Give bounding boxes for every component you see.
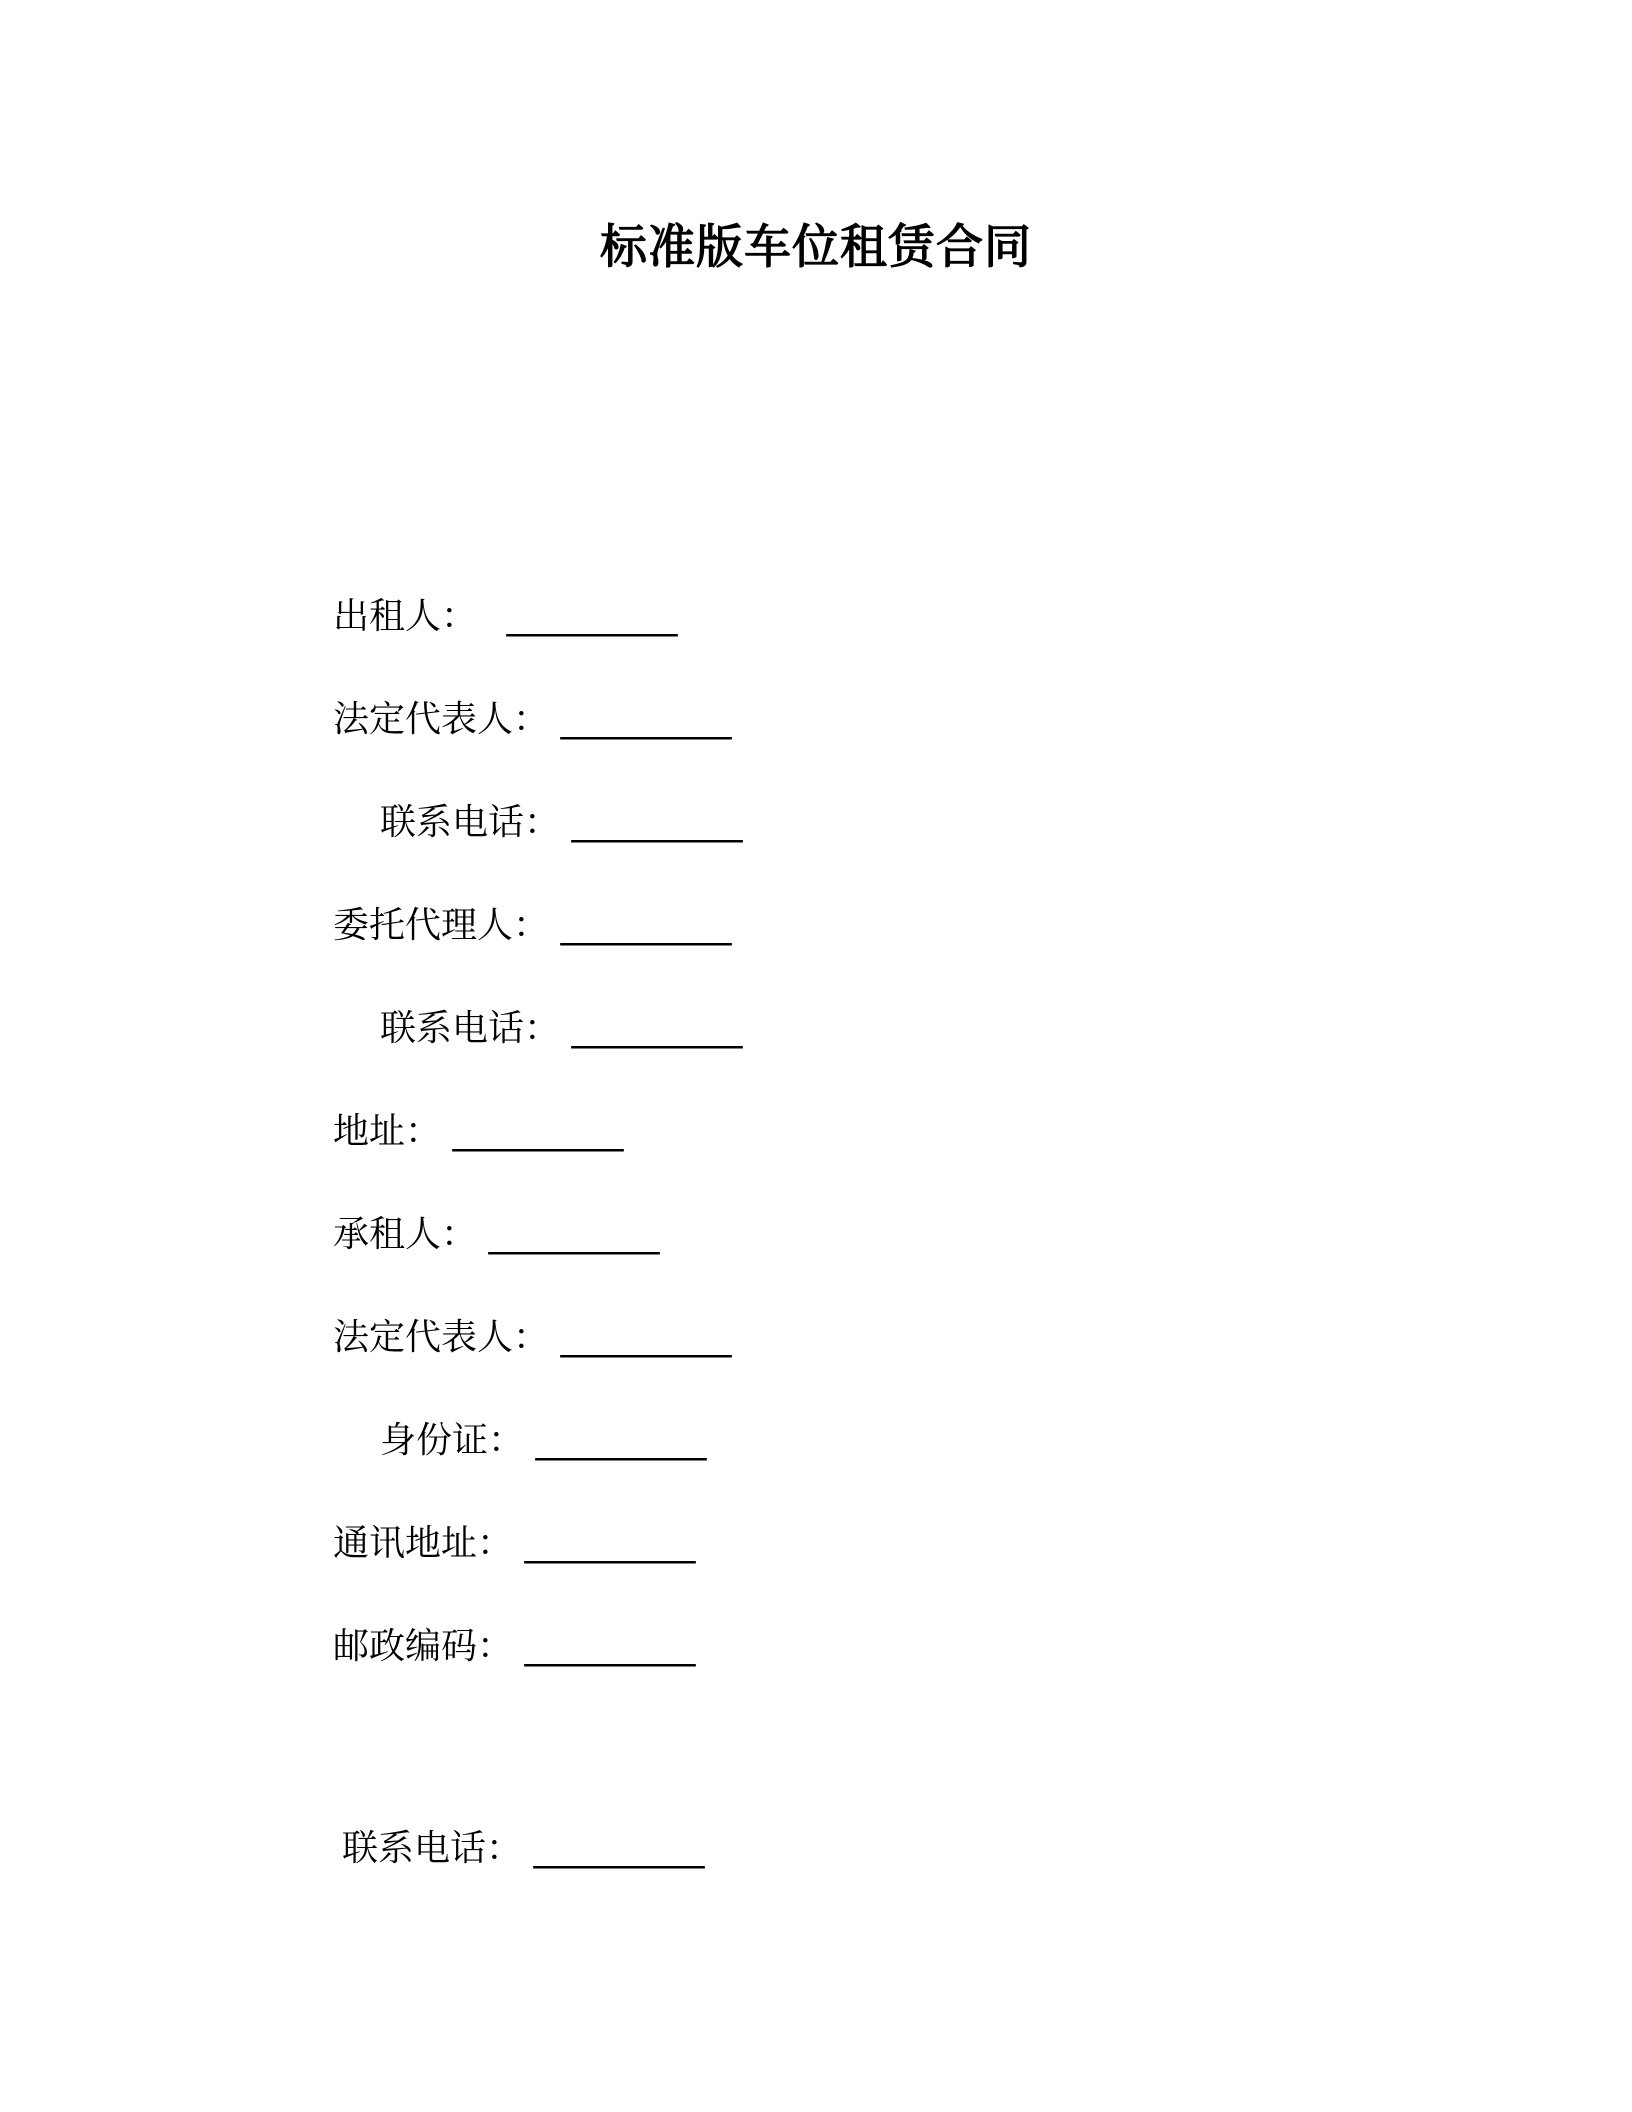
field-label: 委托代理人： <box>333 905 550 946</box>
fill-blank: __________ <box>524 1626 695 1667</box>
fill-blank: __________ <box>571 802 742 843</box>
fill-blank: __________ <box>533 1828 704 1869</box>
lessee-field <box>333 1212 658 1258</box>
agent-phone-field <box>380 1006 741 1052</box>
postal-code-field <box>333 1624 694 1670</box>
id-card-field <box>380 1418 705 1464</box>
fill-blank: __________ <box>488 1214 659 1255</box>
lessee-legal-representative-field <box>333 1315 730 1361</box>
lessor-field <box>333 594 676 640</box>
fill-blank: __________ <box>535 1420 706 1461</box>
lessor-phone-field <box>380 800 741 846</box>
field-label: 联系电话： <box>380 802 561 843</box>
field-label: 身份证： <box>380 1420 525 1461</box>
fill-blank: __________ <box>452 1111 623 1152</box>
fill-blank: __________ <box>524 1523 695 1564</box>
field-label: 地址： <box>333 1111 442 1152</box>
fill-blank: __________ <box>506 596 677 637</box>
field-label: 邮政编码： <box>333 1626 514 1667</box>
mailing-address-field <box>333 1521 694 1567</box>
fill-blank: __________ <box>571 1008 742 1049</box>
lessor-address-field <box>333 1109 622 1155</box>
field-label: 承租人： <box>333 1214 478 1255</box>
fill-blank: __________ <box>560 699 731 740</box>
field-label: 联系电话： <box>380 1008 561 1049</box>
field-label: 通讯地址： <box>333 1523 514 1564</box>
field-label: 出租人： <box>333 596 478 637</box>
fill-blank: __________ <box>560 1317 731 1358</box>
field-label: 法定代表人： <box>333 699 550 740</box>
lessor-legal-representative-field <box>333 697 730 743</box>
fill-blank: __________ <box>560 905 731 946</box>
document-title: 标准版车位租赁合同 <box>600 220 1032 275</box>
lessee-phone-field <box>342 1826 703 1872</box>
field-label: 联系电话： <box>342 1828 523 1869</box>
authorized-agent-field <box>333 903 730 949</box>
field-label: 法定代表人： <box>333 1317 550 1358</box>
